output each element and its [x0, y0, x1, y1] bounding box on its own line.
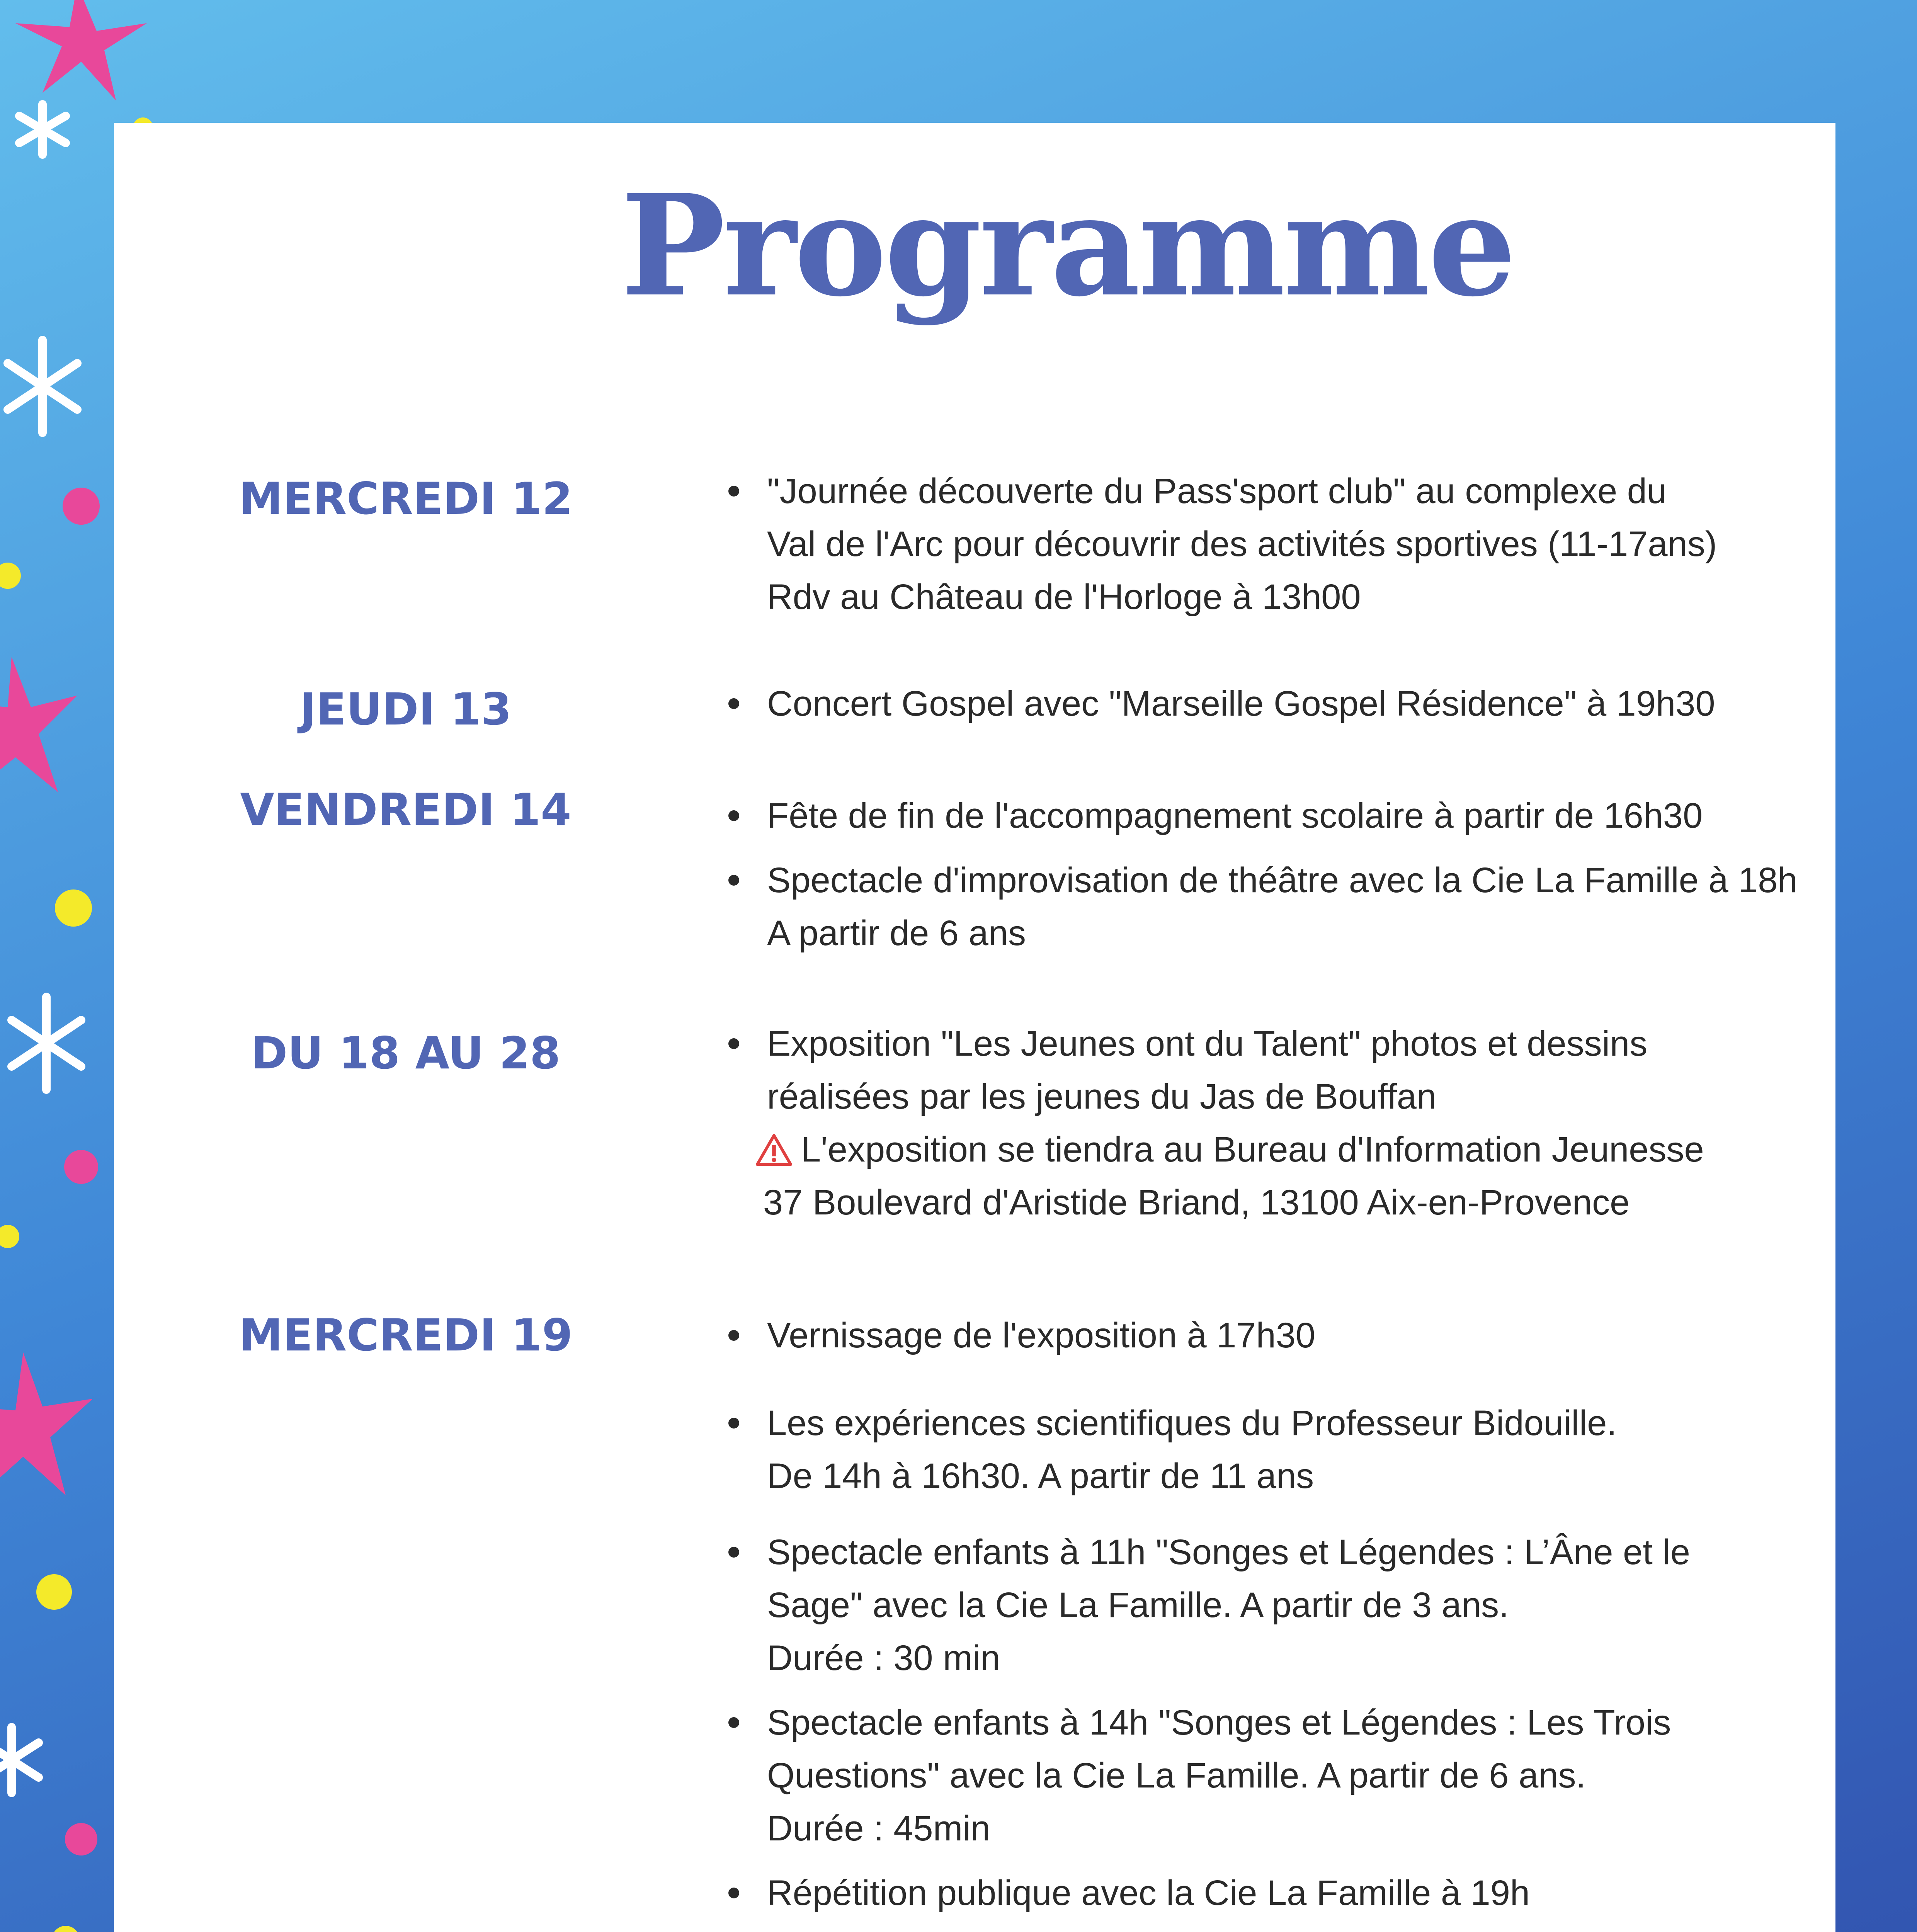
item-list [728, 465, 1822, 635]
list-item: Répétition publique avec la Cie La Famille à 19h [728, 1867, 1822, 1920]
list-item: "Journée découverte du Pass'sport club" au complexe du Val de l'Arc pour découvrir des activités sportives (11-17ans) Rdv au Château de l'Horloge à 13h00 [728, 465, 1822, 624]
day-label: MERCREDI 12 [239, 473, 573, 524]
list-item: Spectacle enfants à 11h "Songes et Légendes : L’Âne et le Sage" avec la Cie La Famille. A partir de 3 ans. Durée : 30 min [728, 1526, 1822, 1685]
list-item: Exposition "Les Jeunes ont du Talent" photos et dessins réalisées par les jeunes du Jas de Bouffan L'exposition se tiendra au Bureau d'Information Jeunesse 37 Boulevard d'Aristide Briand, 13100 Aix-en-Provence [728, 1017, 1822, 1229]
bullet-icon [728, 1717, 739, 1728]
item-list [728, 1309, 1822, 1931]
bullet-icon [728, 810, 739, 821]
bullet-icon [728, 1547, 739, 1558]
white-star-icon [0, 104, 81, 1932]
item-list [728, 789, 1822, 971]
bullet-icon [728, 1330, 739, 1341]
bullet-icon [728, 1418, 739, 1429]
page-title: Programme [621, 164, 1514, 327]
list-item: Spectacle enfants à 14h "Songes et Légendes : Les Trois Questions" avec la Cie La Famille. A partir de 6 ans. Durée : 45min [728, 1696, 1822, 1855]
day-label: MERCREDI 19 [239, 1310, 573, 1361]
day-label: VENDREDI 14 [240, 784, 572, 835]
list-item: Concert Gospel avec "Marseille Gospel Résidence" à 19h30 [728, 677, 1822, 730]
day-label: DU 18 AU 28 [251, 1027, 561, 1079]
list-item: Vernissage de l'exposition à 17h30 [728, 1309, 1822, 1362]
list-item: Spectacle d'improvisation de théâtre avec la Cie La Famille à 18h A partir de 6 ans [728, 854, 1822, 960]
program-card [114, 123, 1835, 1932]
day-label: JEUDI 13 [299, 684, 512, 735]
item-list [728, 1017, 1822, 1241]
list-item: Fête de fin de l'accompagnement scolaire à partir de 16h30 [728, 789, 1822, 842]
warning-note: L'exposition se tiendra au Bureau d'Information Jeunesse [755, 1123, 1822, 1176]
bullet-icon [728, 486, 739, 497]
warning-triangle-icon [755, 1133, 793, 1167]
bullet-icon [728, 1888, 739, 1898]
bullet-icon [728, 698, 739, 709]
bullet-icon [728, 875, 739, 886]
list-item: Les expériences scientifiques du Professeur Bidouille. De 14h à 16h30. A partir de 11 ans [728, 1397, 1822, 1503]
bullet-icon [728, 1038, 739, 1049]
item-list [728, 677, 1822, 742]
